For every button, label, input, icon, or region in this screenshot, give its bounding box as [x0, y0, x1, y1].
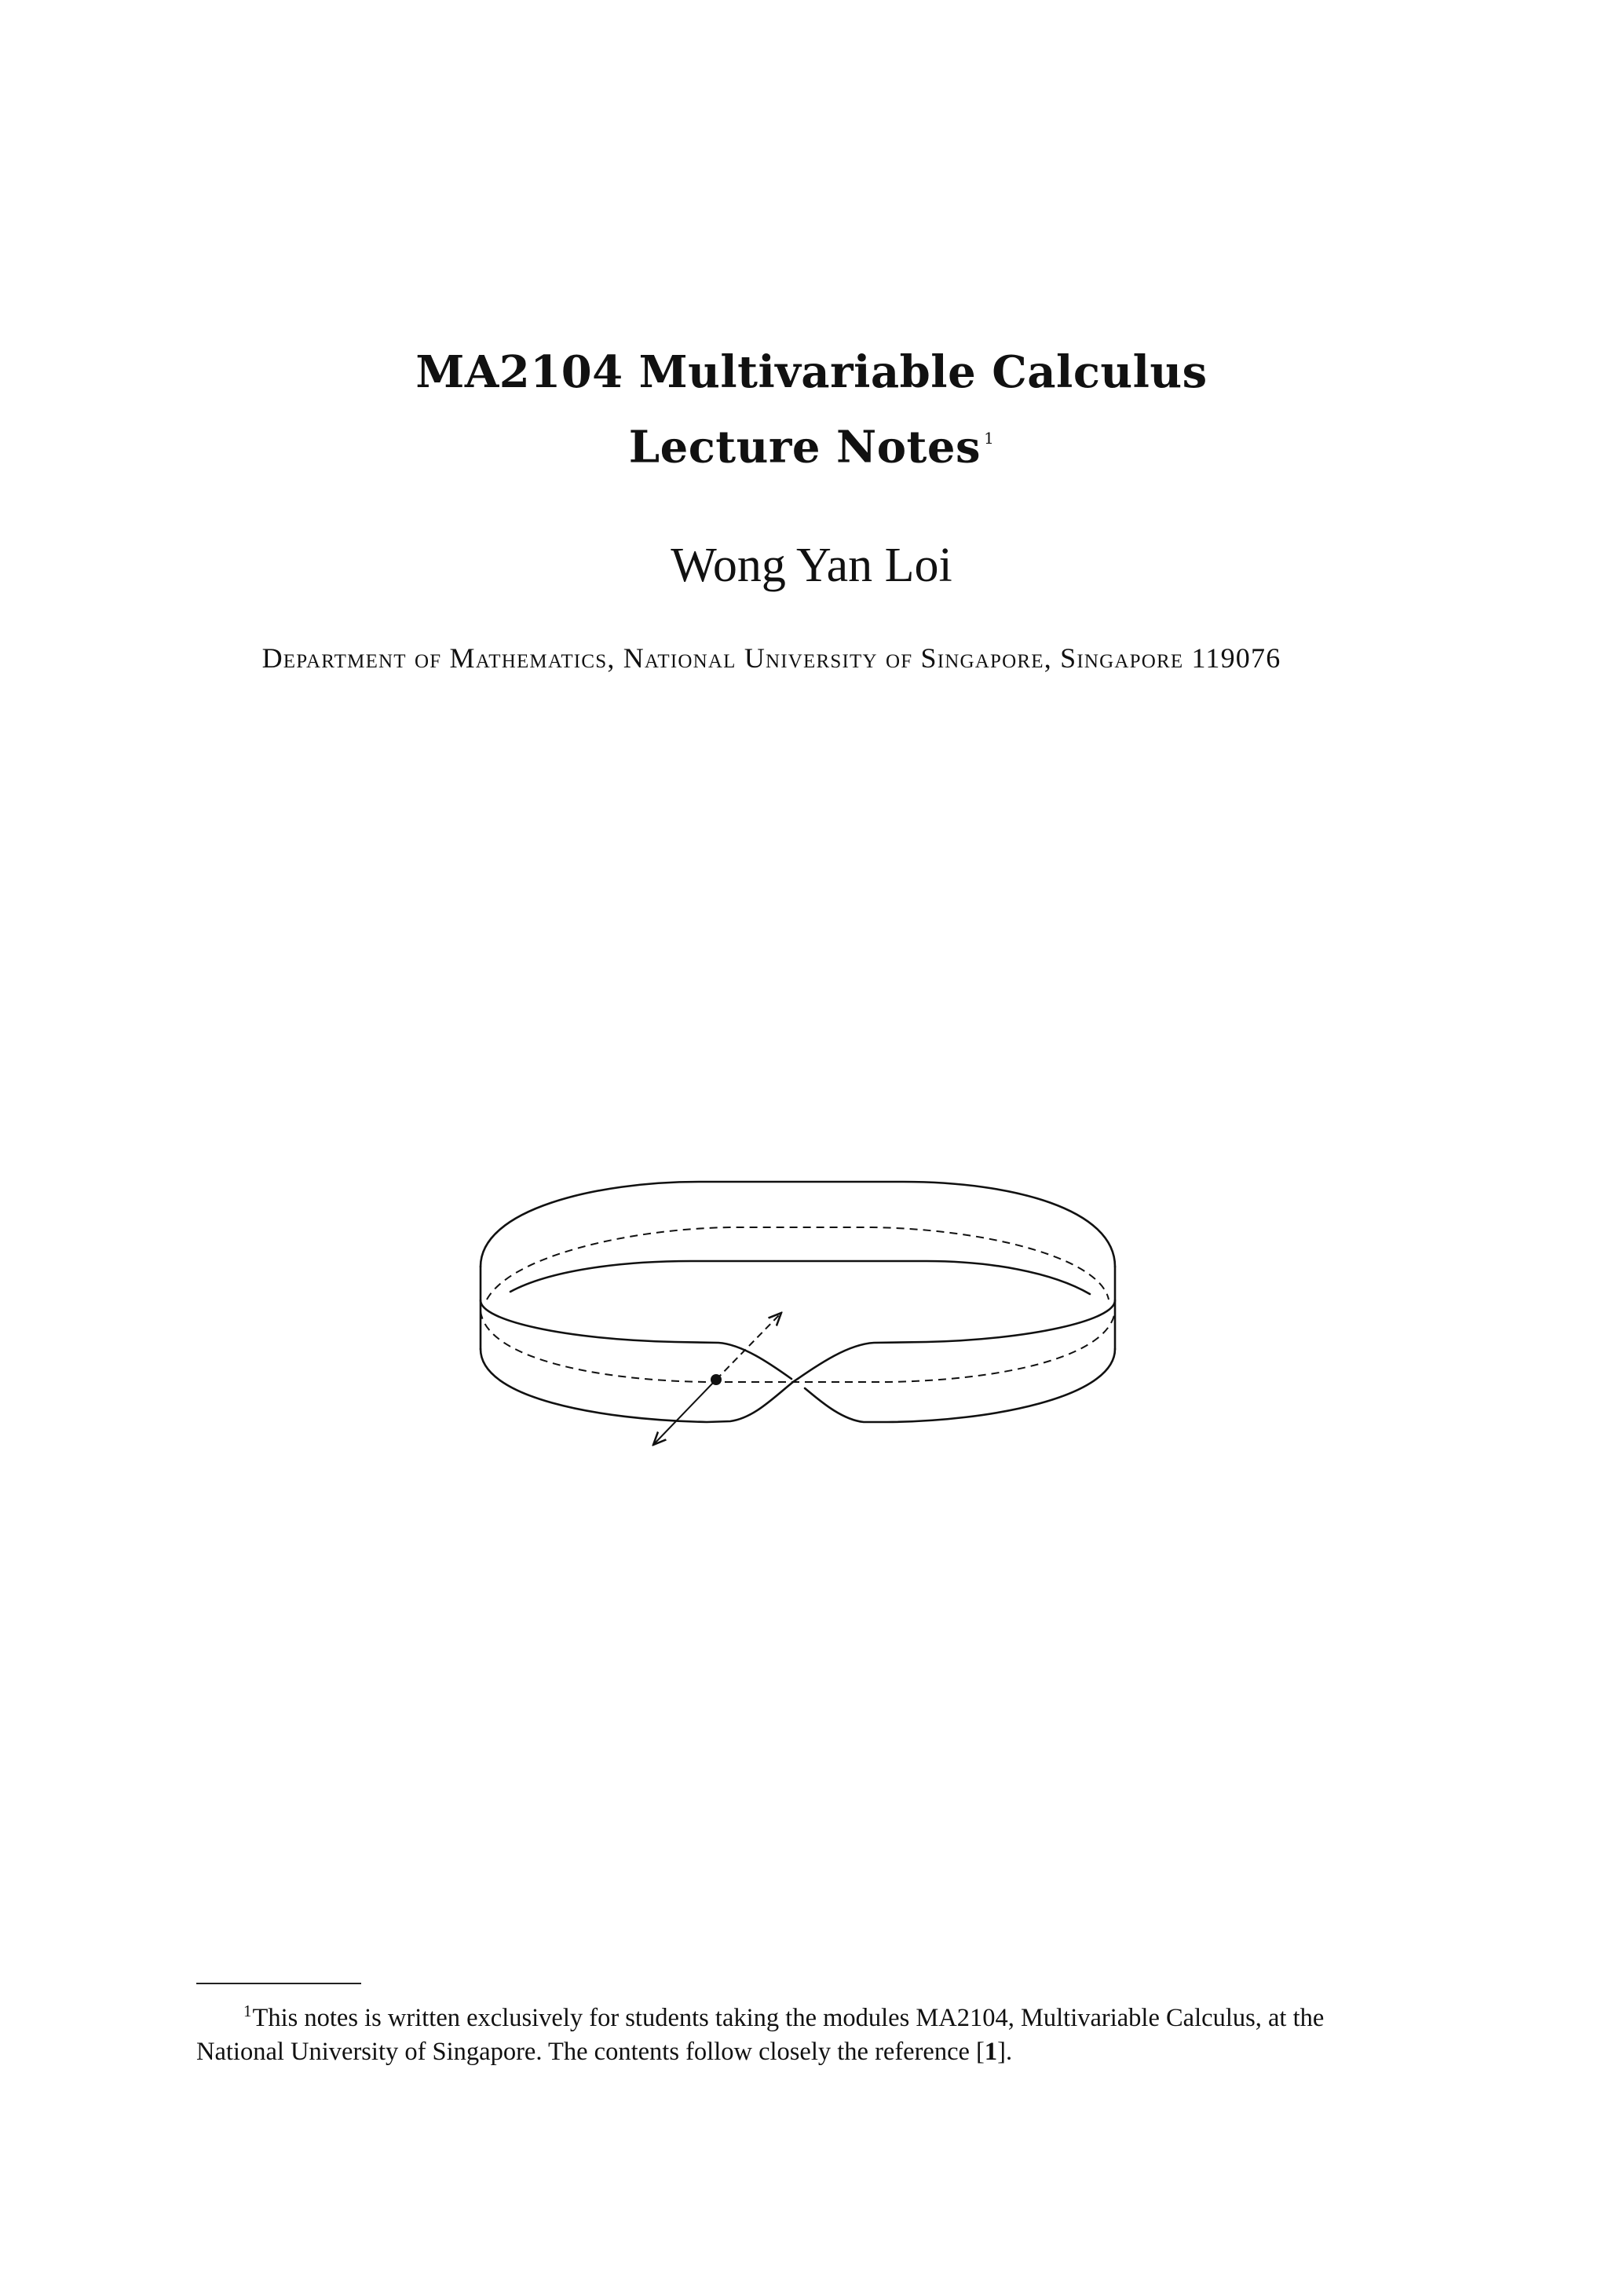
reference-link[interactable]: 1 — [984, 2037, 998, 2066]
footnote — [196, 1994, 1429, 2069]
strip-inner-top-edge — [510, 1261, 1090, 1294]
footnote-text-3: ]. — [997, 2037, 1013, 2066]
footnote-line-1 — [196, 1994, 1429, 2035]
title-footnote-mark: 1 — [984, 429, 995, 448]
footnote-rule — [196, 1983, 361, 1984]
strip-left-upper-edge — [481, 1300, 791, 1379]
footnote-line-2 — [196, 2035, 1429, 2069]
strip-back-dashed-edge — [487, 1227, 1109, 1300]
subtitle-text: Lecture Notes — [628, 421, 981, 473]
strip-outer-top-edge — [481, 1182, 1115, 1267]
document-title: MA2104 Multivariable Calculus — [415, 346, 1208, 398]
strip-right-lower-edge — [805, 1349, 1115, 1422]
footnote-text-2: National University of Singapore. The contents follow closely the reference [ — [196, 2037, 985, 2066]
surface-point-dot — [711, 1374, 722, 1385]
normal-vector-backward — [653, 1380, 716, 1445]
footnote-mark: 1 — [243, 2002, 252, 2020]
normal-vector-forward — [716, 1313, 781, 1380]
strip-centre-dashed-line — [481, 1311, 1115, 1382]
strip-right-upper-edge — [481, 1300, 1115, 1422]
author-affiliation: Department of Mathematics, National University of Singapore, Singapore 119076 — [261, 642, 1281, 674]
footnote-text-1: This notes is written exclusively for students taking the modules MA2104, Multivariable Calculus, at the — [252, 2003, 1325, 2032]
author-name: Wong Yan Loi — [671, 539, 952, 592]
